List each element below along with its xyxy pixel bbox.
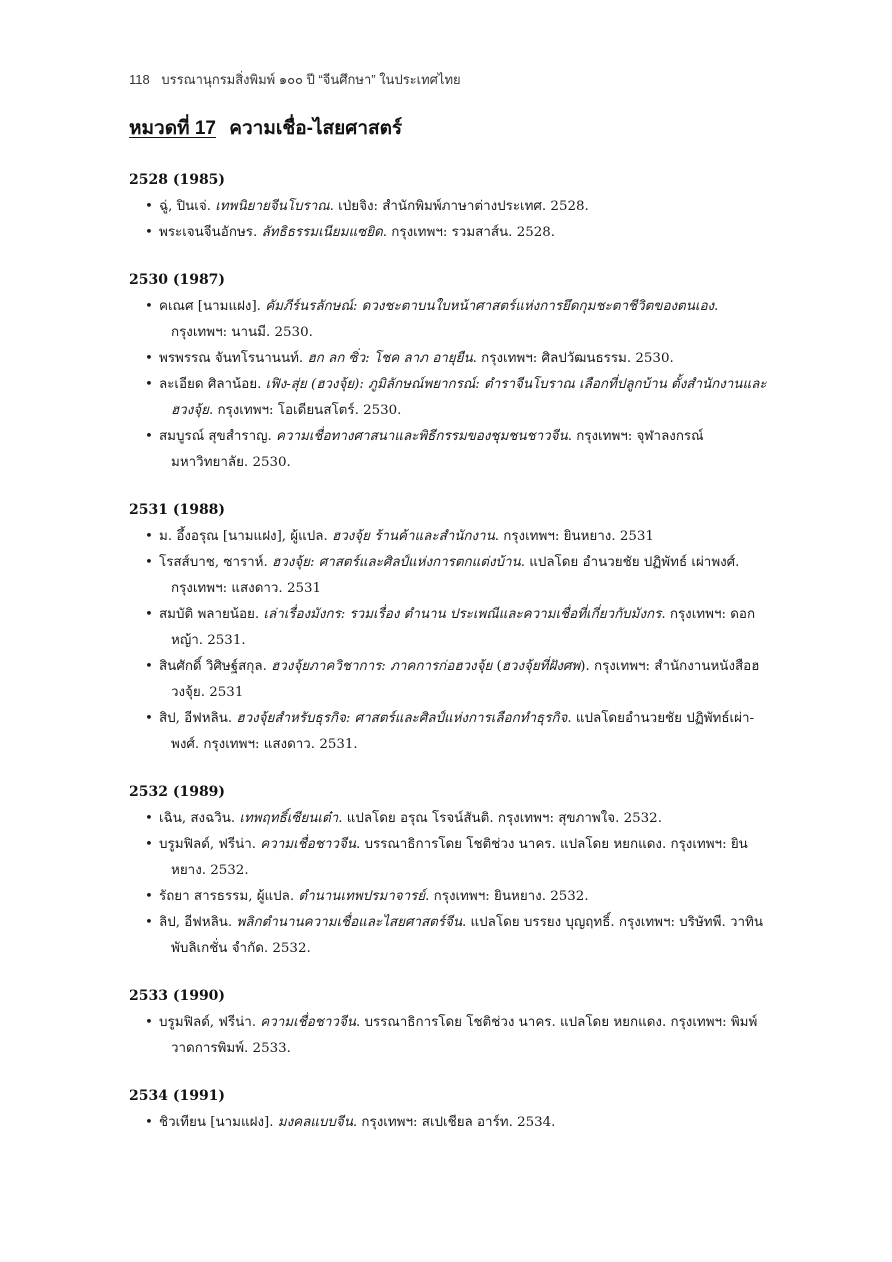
bibliography-entry — [129, 194, 769, 220]
entry-text: . กรุงเทพฯ: รวมสาส์น. 2528. — [382, 225, 556, 240]
entry-text: . แปลโดย บรรยง บุญฤทธิ์. กรุงเทพฯ: บริษัทพี. วาทิน พับลิเกชั่น จำกัด. 2532. — [171, 915, 763, 956]
entry-list — [129, 294, 769, 476]
bibliography-entry — [129, 550, 769, 602]
entry-list — [129, 806, 769, 962]
bibliography-entry — [129, 832, 769, 884]
page-number: 118 — [129, 72, 150, 87]
entry-text: . กรุงเทพฯ: ดอกหญ้า. 2531. — [171, 607, 756, 648]
entry-text: . กรุงเทพฯ: ยินหยาง. 2531 — [494, 529, 654, 544]
running-header — [129, 69, 461, 90]
entry-title-text: มงคลแบบจีน — [277, 1115, 353, 1130]
chapter-title: ความเชื่อ-ไสยศาสตร์ — [229, 118, 403, 139]
bibliography-list — [129, 170, 769, 1160]
entry-title-text: ฮวงจุ้ยภาควิชาการ: ภาคการก่อฮวงจุ้ย — [271, 659, 493, 674]
entry-text: บรูมฟิลด์, ฟรีน่า. — [159, 1015, 261, 1030]
entry-text: รัถยา สารธรรม, ผู้แปล. — [159, 889, 299, 904]
entry-text: . เป่ยจิง: สำนักพิมพ์ภาษาต่างประเทศ. 2528. — [329, 199, 589, 214]
bibliography-entry — [129, 706, 769, 758]
entry-title-text: เฟิง-สุ่ย (ฮวงจุ้ย): ภูมิลักษณ์พยากรณ์: ตำราจีนโบราณ เลือกที่ปลูกบ้าน ตั้งสำนักงานและฮวงจุ้ย — [171, 377, 767, 418]
entry-text: . กรุงเทพฯ: จุฬาลงกรณ์มหาวิทยาลัย. 2530. — [171, 429, 704, 470]
entry-text: โรสส์บาช, ซาราห์. — [159, 555, 273, 570]
entry-text: . บรรณาธิการโดย โชติช่วง นาคร. แปลโดย หยกแดง. กรุงเทพฯ: ยินหยาง. 2532. — [171, 837, 748, 878]
year-section — [129, 500, 769, 758]
bibliography-entry — [129, 602, 769, 654]
entry-title-text: เทพฤทธิ์เซียนเต๋า — [239, 811, 339, 826]
bibliography-entry — [129, 1010, 769, 1062]
bibliography-entry — [129, 1110, 769, 1136]
entry-text: สินศักดิ์ วิศิษฐ์สกุล. — [159, 659, 272, 674]
bibliography-entry — [129, 424, 769, 476]
bibliography-entry — [129, 910, 769, 962]
bibliography-entry — [129, 654, 769, 706]
year-section — [129, 1086, 769, 1136]
year-heading: 2531 (1988) — [129, 502, 226, 518]
entry-title-text: ฮวงจุ้ย: ศาสตร์และศิลป์แห่งการตกแต่งบ้าน — [272, 555, 521, 570]
entry-text: ชิวเทียน [นามแฝง]. — [159, 1115, 278, 1130]
entry-text: . กรุงเทพฯ: นานมี. 2530. — [171, 299, 719, 340]
entry-text: ฉู่, ปินเจ่. — [159, 199, 216, 214]
entry-text: พระเจนจีนอักษร. — [159, 225, 262, 240]
entry-list — [129, 524, 769, 758]
entry-title-text: ลัทธิธรรมเนียมแซยิด — [261, 225, 383, 240]
running-title: บรรณานุกรมสิ่งพิมพ์ ๑๐๐ ปี “จีนศึกษา” ในประเทศไทย — [161, 72, 461, 87]
bibliography-entry — [129, 294, 769, 346]
entry-title-text: เล่าเรื่องมังกร: รวมเรื่อง ตำนาน ประเพณีและความเชื่อที่เกี่ยวกับมังกร — [263, 607, 662, 622]
year-heading: 2528 (1985) — [129, 172, 226, 188]
entry-text: . กรุงเทพฯ: ศิลปวัฒนธรรม. 2530. — [472, 351, 674, 366]
bibliography-entry — [129, 220, 769, 246]
entry-text: ลิป, อีฟหลิน. — [159, 915, 237, 930]
entry-title-text: ตำนานเทพปรมาจารย์ — [298, 889, 426, 904]
entry-text: คเณศ [นามแฝง]. — [159, 299, 266, 314]
bibliography-entry — [129, 884, 769, 910]
year-section — [129, 986, 769, 1062]
entry-text: เฉิน, สงฉวิน. — [159, 811, 240, 826]
entry-title-text: พลิกตำนานความเชื่อและไสยศาสตร์จีน — [236, 915, 463, 930]
entry-list — [129, 194, 769, 246]
bibliography-entry — [129, 524, 769, 550]
entry-text: . กรุงเทพฯ: สเปเชียล อาร์ท. 2534. — [352, 1115, 556, 1130]
year-heading: 2533 (1990) — [129, 988, 226, 1004]
entry-title-text: ความเชื่อชาวจีน — [260, 1015, 356, 1030]
chapter-label: หมวดที่ 17 — [129, 118, 216, 139]
chapter-heading — [129, 113, 402, 143]
entry-text: ). กรุงเทพฯ: สำนักงานหนังสือฮวงจุ้ย. 2531 — [171, 659, 760, 700]
entry-text: . กรุงเทพฯ: ยินหยาง. 2532. — [425, 889, 589, 904]
entry-text: สมบัติ พลายน้อย. — [159, 607, 264, 622]
entry-text: . แปลโดย อำนวยชัย ปฏิพัทธ์ เผ่าพงศ์. กรุงเทพฯ: แสงดาว. 2531 — [171, 555, 740, 596]
year-section — [129, 782, 769, 962]
entry-title-text: เทพนิยายจีนโบราณ — [215, 199, 330, 214]
entry-title-text: ฮก ลก ซิ่ว: โชค ลาภ อายุยืน — [307, 351, 473, 366]
entry-text: ( — [492, 659, 502, 674]
entry-text: . บรรณาธิการโดย โชติช่วง นาคร. แปลโดย หยกแดง. กรุงเทพฯ: พิมพ์วาดการพิมพ์. 2533. — [171, 1015, 758, 1056]
entry-title-text: คัมภีร์นรลักษณ์: ดวงชะตาบนใบหน้าศาสตร์แห่งการยึดกุมชะตาชีวิตของตนเอง — [265, 299, 715, 314]
entry-text: พรพรรณ จันทโรนานนท์. — [159, 351, 308, 366]
year-section — [129, 270, 769, 476]
entry-text: . แปลโดย อรุณ โรจน์สันติ. กรุงเทพฯ: สุขภาพใจ. 2532. — [338, 811, 662, 826]
entry-list — [129, 1010, 769, 1062]
entry-text: สมบูรณ์ สุขสำราญ. — [159, 429, 277, 444]
entry-list — [129, 1110, 769, 1136]
bibliography-entry — [129, 806, 769, 832]
entry-title-text: ความเชื่อชาวจีน — [260, 837, 356, 852]
entry-title-text: ฮวงจุ้ยที่ฝังศพ — [501, 659, 581, 674]
year-heading: 2530 (1987) — [129, 272, 226, 288]
year-heading: 2532 (1989) — [129, 784, 226, 800]
bibliography-entry — [129, 372, 769, 424]
entry-title-text: ฮวงจุ้ย ร้านค้าและสำนักงาน — [332, 529, 495, 544]
year-section — [129, 170, 769, 246]
entry-title-text: ความเชื่อทางศาสนาและพิธีกรรมของชุมชนชาวจีน — [276, 429, 568, 444]
entry-title-text: ฮวงจุ้ยสำหรับธุรกิจ: ศาสตร์และศิลป์แห่งการเลือกทำธุรกิจ — [236, 711, 568, 726]
year-heading: 2534 (1991) — [129, 1088, 226, 1104]
bibliography-entry — [129, 346, 769, 372]
entry-text: สิป, อีฟหลิน. — [159, 711, 237, 726]
entry-text: . แปลโดยอำนวยชัย ปฏิพัทธ์เผ่า-พงศ์. กรุงเทพฯ: แสงดาว. 2531. — [171, 711, 755, 752]
entry-text: . กรุงเทพฯ: โอเดียนสโตร์. 2530. — [208, 403, 402, 418]
entry-text: ละเอียด ศิลาน้อย. — [159, 377, 266, 392]
entry-text: บรูมฟิลด์, ฟรีน่า. — [159, 837, 261, 852]
entry-text: ม. อึ้งอรุณ [นามแฝง], ผู้แปล. — [159, 529, 333, 544]
